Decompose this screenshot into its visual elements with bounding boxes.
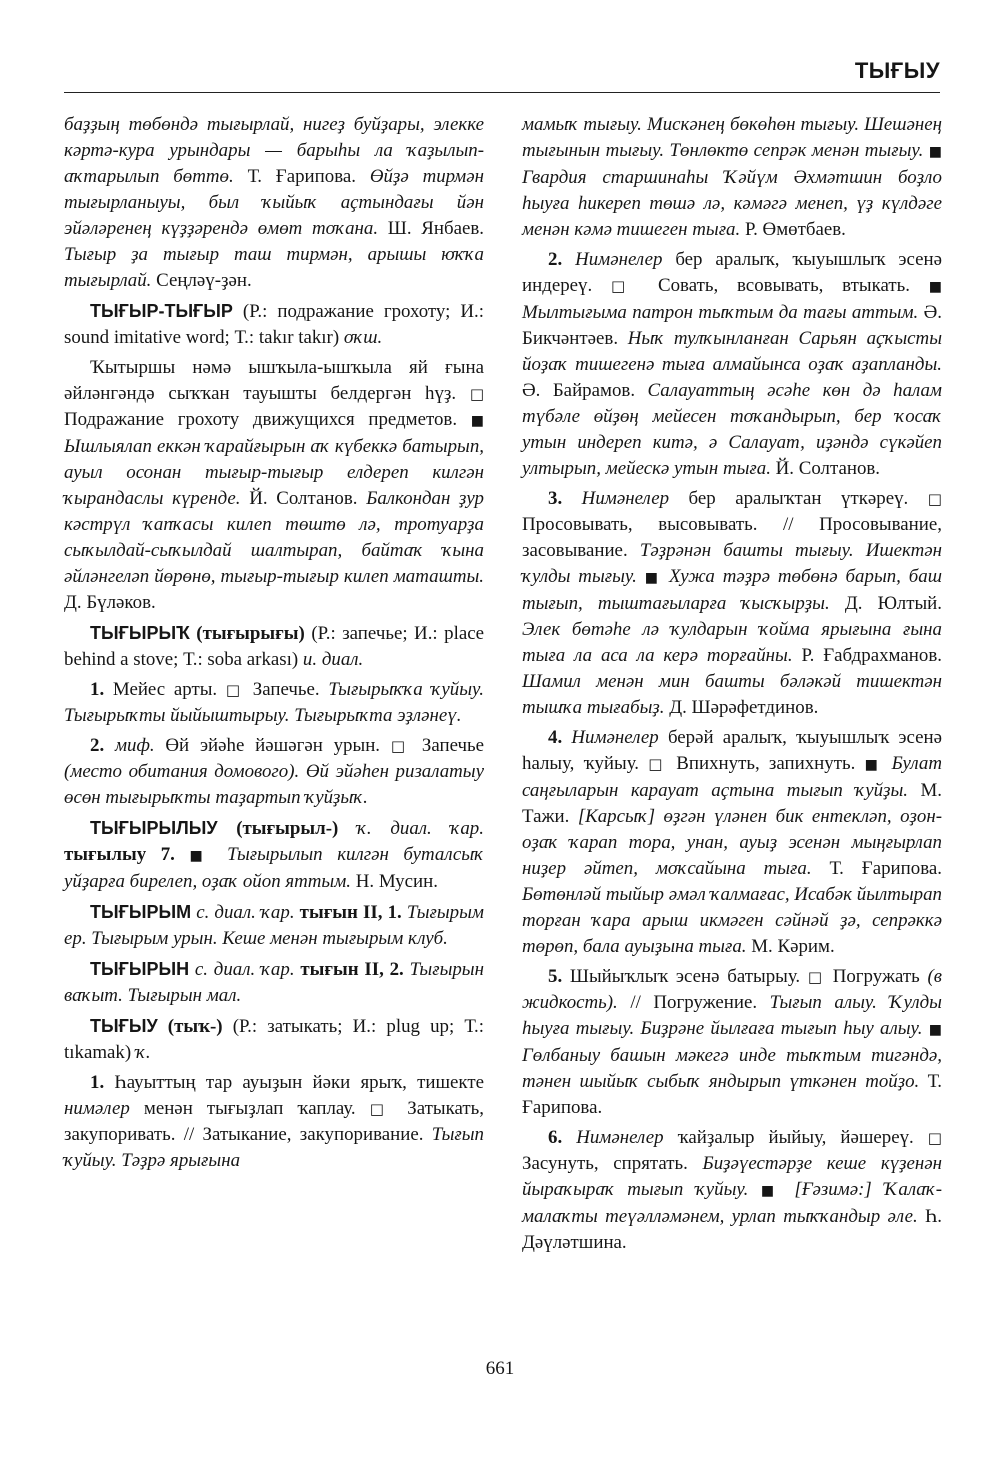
translation-marker-icon: □: [807, 968, 825, 986]
example-marker-icon: ■: [928, 1022, 942, 1038]
entry-tygyr-tygyr: ТЫҒЫР-ТЫҒЫР (Р.: подражание грохоту; И.: sound imitative word; Т.: takır takır) оҡш.: [64, 301, 484, 348]
translation-marker-icon: □: [390, 737, 412, 755]
entry-continuation: мамыҡ тығыу. Мискәнең бөкөһөн тығыу. Шешәнең тығынын тығыу. Төнлөктө сепрәк менән тығыу. ■ Гвардия старшинаһы Ҡәйүм Әхмәтшин боҙло һыуға һикереп төшә лә, кәмәгә менеп, үҙ күлдәге менән кәмә тишеген тыға. Р. Өмөтбаев.: [522, 114, 942, 240]
translation-marker-icon: □: [648, 755, 667, 773]
entry-continuation: баҙҙың төбөндә тығырлай, нигеҙ буйҙары, элекке кәртә-кура урындары — барыһы ла ҡаҙылып-аҡтарылып бөттө. Т. Ғарипова. Өйҙә тирмән тығырланыуы, был ҡыйыҡ аҫтындағы йән эйәләренең күҙҙәрендә өмөт тоҡана. Ш. Янбаев. Тығыр ҙа тығыр таш тирмән, арышы юҡҡа тығырлай. Сеңләү-ҙән.: [64, 114, 485, 291]
entry-tygyrym: ТЫҒЫРЫМ с. диал. ҡар. тығын II, 1. Тығырым ер. Тығырым урын. Кеше менән тығырым клуб.: [64, 902, 484, 949]
headword: ТЫҒЫРЫМ: [90, 902, 192, 922]
example-marker-icon: ■: [928, 144, 942, 160]
entry-tygyryn: ТЫҒЫРЫН с. диал. ҡар. тығын II, 2. Тығырын ваҡыт. Тығырын мал.: [64, 959, 484, 1006]
headword: ТЫҒЫР-ТЫҒЫР: [90, 301, 233, 321]
translation-marker-icon: □: [927, 490, 942, 508]
sense: 6. Нимәнелер ҡайҙалыр йыйыу, йәшереү. □ Засунуть, спрятать. Биҙәүестәрҙе кеше күҙенән йыраҡыраҡ тығып ҡуйыу. ■ [Ғәзимә:] Ҡалаҡ-малаҡты теүәлләмәнем, урлап тыҡҡандыр әле. Һ. Дәүләтшина.: [522, 1127, 943, 1253]
example-marker-icon: ■: [864, 757, 883, 773]
headword: ТЫҒЫУ: [90, 1016, 158, 1036]
page-number: 661: [485, 1358, 515, 1379]
headword: ТЫҒЫРЫЛЫУ: [90, 818, 218, 838]
sense: 1. Мейес арты. □ Запечье. Тығырыҡҡа ҡуйыу. Тығырыҡты йыйыштырыу. Тығырыҡта эҙләнеү.: [64, 679, 484, 726]
translation-marker-icon: □: [225, 681, 245, 699]
example-marker-icon: ■: [928, 279, 942, 295]
example-marker-icon: ■: [189, 848, 213, 864]
sense: Ҡытыршы нәмә ышҡыла-ышҡыла яй ғына әйләнгәндә сыҡҡан тауышты белдергән һүҙ. □ Подражание грохоту движущихся предметов. ■ Ышлыялап еккән ҡарайғырын аҡ күбеккә батырып, ауыл осонан тығыр-тығыр елдереп килгән ҡырандаслы күренде. Й. Солтанов. Балкондан ҙур кәстрүл ҡапҡасы килеп төштө лә, тротуарҙа сыҡылдай-сыҡылдай шалтырап, байтаҡ ҡына әйләнгеләп йөрөнө, тығыр-тығыр килеп маташты. Д. Бүләков.: [64, 357, 484, 613]
right-column: [522, 112, 942, 1260]
translation-marker-icon: □: [611, 277, 640, 295]
example-marker-icon: ■: [470, 413, 484, 429]
running-head: ТЫҒЫУ: [854, 58, 940, 83]
sense: 4. Нимәнелер берәй аралыҡ, ҡыуышлыҡ эсенә һалыу, ҡуйыу. □ Впихнуть, запихнуть. ■ Булат саңғыларын карауат аҫтына тығып ҡуйҙы. М. Тажи. [Карсыҡ] өҙгән үләнен бик ентекләп, оҙон-оҙаҡ ҡарап тора, унан, ауыҙ эсенән мыңғырлап ниҙер әйтеп, моҡсайына тыға. Т. Ғарипова. Бөтөнләй тыйыр әмәл ҡалмағас, Исабәк йылтырап торған ҡара арыш икмәген сәйнәй ҙә, сепрәккә төрөп, бала ауыҙына тыға. М. Кәрим.: [522, 727, 943, 957]
header-rule: [64, 92, 940, 93]
headword: ТЫҒЫРЫҠ: [90, 623, 190, 643]
entry-tygyryluu: ТЫҒЫРЫЛЫУ (тығырыл-) ҡ. диал. ҡар. тығылыу 7. ■ Тығырылып килгән буталсыҡ уйҙарға бирелеп, оҙаҡ ойоп яттым. Н. Мусин.: [64, 818, 484, 892]
headword: ТЫҒЫРЫН: [90, 959, 190, 979]
left-column: [64, 112, 484, 1178]
entry-tygyryk: ТЫҒЫРЫҠ (тығырығы) (Р.: запечье; И.: place behind a stove; Т.: soba arkası) и. диал.: [64, 623, 485, 670]
translation-marker-icon: □: [369, 1100, 394, 1118]
translation-marker-icon: □: [927, 1129, 942, 1147]
sense: 1. Һауыттың тар ауыҙын йәки ярыҡ, тишекте нимәлер менән тығыҙлап ҡаплау. □ Затыкать, закупоривать. // Затыкание, закупоривание. Тығып ҡуйыу. Тәҙрә ярығына: [64, 1072, 484, 1171]
entry-tygyu: ТЫҒЫУ (тыҡ-) (Р.: затыкать; И.: plug up; Т.: tıkamak) ҡ.: [64, 1016, 484, 1063]
sense: 2. миф. Өй эйәһе йәшәгән урын. □ Запечье (место обитания домового). Өй эйәһен ризалатыу өсөн тығырыҡты таҙартып ҡуйҙыҡ.: [64, 735, 484, 808]
translation-marker-icon: □: [469, 385, 484, 403]
sense: 3. Нимәнелер бер аралыҡтан үткәреү. □ Просовывать, высовывать. // Просовывание, засовывание. Тәҙрәнән башты тығыу. Ишектән ҡулды тығыу. ■ Хужа тәҙрә төбөнә барып, баш тығып, тыштағыларға ҡысҡырҙы. Д. Юлтый. Элек бөтәһе лә ҡулдарын ҡойма ярығына ғына тыға ла аса ла керә торғайны. Р. Ғабдрахманов. Шамил менән мин башты бәләкәй тишектән тышҡа тығабыҙ. Д. Шәрәфетдинов.: [522, 488, 942, 718]
example-marker-icon: ■: [644, 570, 662, 586]
sense: 2. Нимәнелер бер аралыҡ, ҡыуышлыҡ эсенә индереү. □ Совать, всовывать, втыкать. ■ Мылтығыма патрон тыҡтым да тағы аттым. Ә. Бикчәнтәев. Ныҡ тулҡынланған Сарьян аҫҡысты йоҙаҡ тишегенә тыға алмайынса оҙаҡ аҙапланды. Ә. Байрамов. Салауаттың әсәһе көн дә һалам түбәле өйҙөң мейесен тоҡандырып, бер ҡосаҡ утын индереп китә, ә Салауат, иҙәндә сүкәйеп ултырып, мейескә утын тыға. Й. Солтанов.: [522, 249, 942, 479]
example-marker-icon: ■: [760, 1183, 782, 1199]
sense: 5. Шыйыҡлыҡ эсенә батырыу. □ Погружать (в жидкость). // Погружение. Тығып алыу. Ҡулды һыуға тығыу. Биҙрәне йылғаға тығып һыу алыу. ■ Гөлбаныу башын мәкегә инде тыҡтым тигәндә, тәнен шыйыҡ сыбыҡ яндырып үткәнен тойҙо. Т. Ғарипова.: [522, 966, 942, 1118]
